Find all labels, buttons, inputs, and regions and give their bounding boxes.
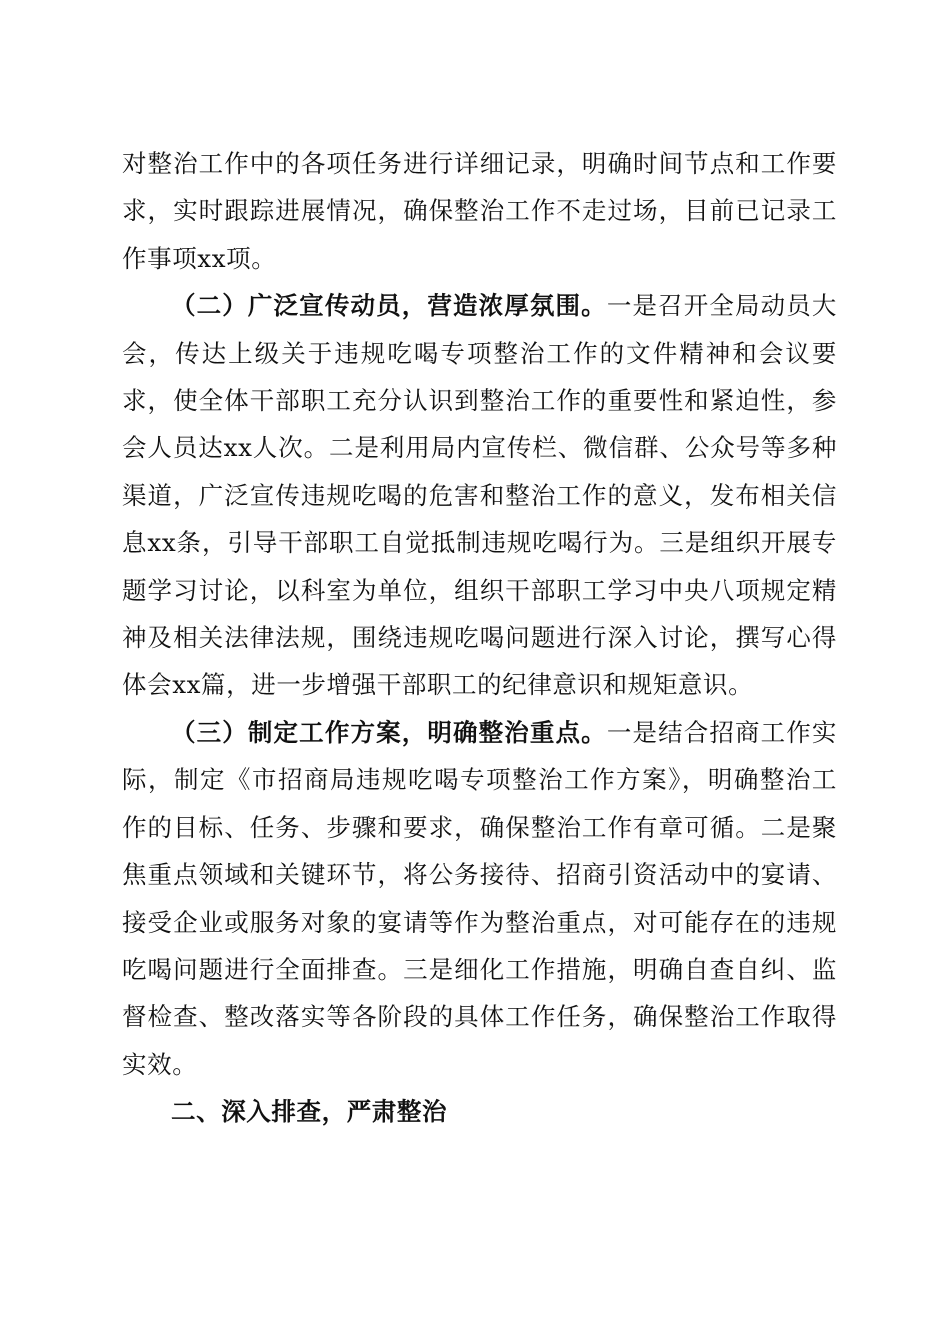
- paragraph-3-lead: （三）制定工作方案，明确整治重点。: [171, 717, 607, 747]
- paragraph-1-text: 对整治工作中的各项任务进行详细记录，明确时间节点和工作要求，实时跟踪进展情况，确保整治工作不走过场，目前已记录工作事项xx项。: [122, 149, 837, 273]
- section-heading: 二、深入排查，严肃整治: [171, 1097, 448, 1127]
- paragraph-3: [122, 709, 837, 1088]
- paragraph-2-text: 一是召开全局动员大会，传达上级关于违规吃喝专项整治工作的文件精神和会议要求，使全体干部职工充分认识到整治工作的重要性和紧迫性，参会人员达xx人次。二是利用局内宣传栏、微信群、公众号等多种渠道，广泛宣传违规吃喝的危害和整治工作的意义，发布相关信息xx条，引导干部职工自觉抵制违规吃喝行为。三是组织开展专题学习讨论，以科室为单位，组织干部职工学习中央八项规定精神及相关法律法规，围绕违规吃喝问题进行深入讨论，撰写心得体会xx篇，进一步增强干部职工的纪律意识和规矩意识。: [122, 291, 837, 700]
- paragraph-2-lead: （二）广泛宣传动员，营造浓厚氛围。: [171, 291, 607, 321]
- paragraph-2: [122, 282, 837, 709]
- paragraph-1: [122, 140, 837, 282]
- paragraph-3-text: 一是结合招商工作实际，制定《市招商局违规吃喝专项整治工作方案》，明确整治工作的目标、任务、步骤和要求，确保整治工作有章可循。二是聚焦重点领域和关键环节，将公务接待、招商引资活动中的宴请、接受企业或服务对象的宴请等作为整治重点，对可能存在的违规吃喝问题进行全面排查。三是细化工作措施，明确自查自纠、监督检查、整改落实等各阶段的具体工作任务，确保整治工作取得实效。: [122, 717, 837, 1079]
- document-body: [122, 140, 837, 1136]
